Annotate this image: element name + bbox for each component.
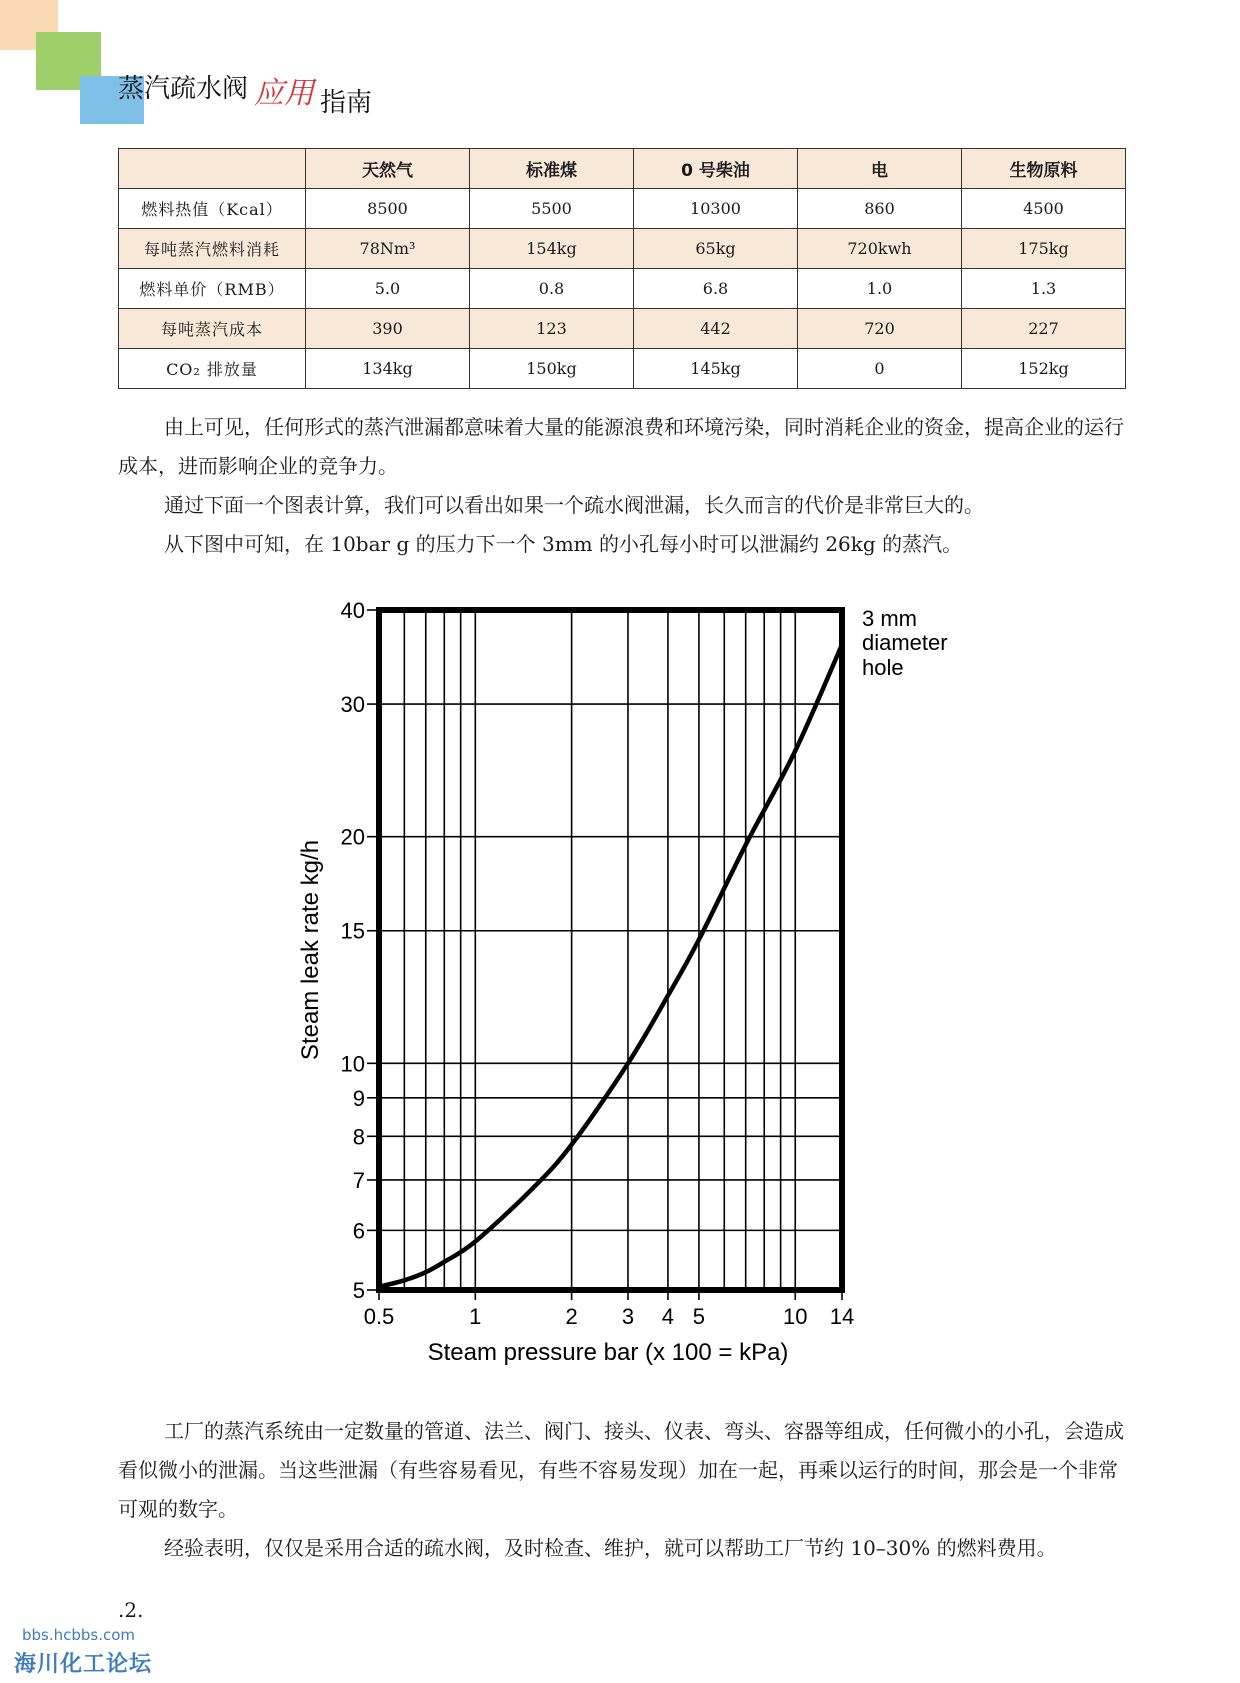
x-tick-label: 10	[783, 1304, 808, 1329]
y-tick-label: 6	[352, 1218, 365, 1244]
x-tick-label: 0.5	[363, 1304, 395, 1329]
table-cell: 154kg	[470, 229, 634, 269]
table-header-cell: 生物原料	[962, 149, 1126, 189]
y-tick-label: 15	[340, 918, 365, 944]
table-cell: 720	[798, 309, 962, 349]
chart-xlabel: Steam pressure bar (x 100 = kPa)	[427, 1339, 789, 1366]
table-cell: 150kg	[470, 349, 634, 389]
table-cell: 134kg	[306, 349, 470, 389]
x-tick-label: 4	[661, 1304, 675, 1329]
y-tick-label: 5	[352, 1278, 365, 1303]
paragraph-3: 从下图中可知，在 10bar g 的压力下一个 3mm 的小孔每小时可以泄漏约 26kg 的蒸汽。	[164, 532, 963, 556]
table-cell: 123	[470, 309, 634, 349]
table-cell: 145kg	[634, 349, 798, 389]
y-tick-label: 9	[352, 1085, 365, 1111]
table-cell: 227	[962, 309, 1126, 349]
table-cell: 8500	[306, 189, 470, 229]
x-tick-label: 5	[692, 1304, 706, 1329]
y-tick-label: 8	[352, 1124, 365, 1150]
header-title-main: 蒸汽疏水阀	[118, 74, 249, 104]
plot-frame	[379, 610, 842, 1290]
table-cell: 6.8	[634, 269, 798, 309]
x-tick-label: 2	[565, 1304, 578, 1329]
paragraph-4: 工厂的蒸汽系统由一定数量的管道、法兰、阀门、接头、仪表、弯头、容器等组成，任何微小的小孔，会造成看似微小的泄漏。当这些泄漏（有些容易看见，有些不容易发现）加在一起，再乘以运行的时间，那会是一个非常可观的数字。	[118, 1419, 1124, 1521]
table-cell: 10300	[634, 189, 798, 229]
series-label-line: diameter	[862, 630, 948, 655]
y-tick-label: 7	[352, 1167, 365, 1193]
table-cell: 65kg	[634, 229, 798, 269]
table-cell: 1.0	[798, 269, 962, 309]
table-cell: 860	[798, 189, 962, 229]
table-header-cell: 标准煤	[470, 149, 634, 189]
header-title-accent: 应用	[254, 76, 315, 111]
x-tick-label: 1	[469, 1304, 482, 1329]
paragraph-1: 由上可见，任何形式的蒸汽泄漏都意味着大量的能源浪费和环境污染，同时消耗企业的资金，提高企业的运行成本，进而影响企业的竞争力。	[118, 415, 1124, 478]
table-row-label: 燃料单价（RMB）	[119, 269, 306, 309]
table-cell: 4500	[962, 189, 1126, 229]
table-row-label: CO₂ 排放量	[119, 349, 306, 389]
table-cell: 0.8	[470, 269, 634, 309]
table-cell: 442	[634, 309, 798, 349]
table-row-label: 燃料热值（Kcal）	[119, 189, 306, 229]
table-row-label: 每吨蒸汽燃料消耗	[119, 229, 306, 269]
table-row-label: 每吨蒸汽成本	[119, 309, 306, 349]
watermark-name: 海川化工论坛	[14, 1652, 153, 1677]
table-header-cell: 天然气	[306, 149, 470, 189]
x-tick-label: 3	[621, 1304, 635, 1329]
table-cell: 78Nm³	[306, 229, 470, 269]
table-header-cell: 0 号柴油	[634, 149, 798, 189]
table-cell: 5500	[470, 189, 634, 229]
table-header-cell: 电	[798, 149, 962, 189]
series-label-line: 3 mm	[862, 606, 917, 631]
paragraph-2: 通过下面一个图表计算，我们可以看出如果一个疏水阀泄漏，长久而言的代价是非常巨大的。	[164, 493, 984, 517]
y-tick-label: 10	[340, 1051, 365, 1077]
table-cell: 390	[306, 309, 470, 349]
y-tick-label: 40	[340, 598, 365, 623]
paragraph-5: 经验表明，仅仅是采用合适的疏水阀，及时检查、维护，就可以帮助工厂节约 10–30% 的燃料费用。	[164, 1536, 1057, 1560]
table-cell: 1.3	[962, 269, 1126, 309]
x-tick-label: 14	[829, 1304, 855, 1329]
y-tick-label: 20	[340, 824, 365, 850]
table-cell: 152kg	[962, 349, 1126, 389]
series-label-line: hole	[862, 655, 904, 680]
header-title-tail: 指南	[320, 88, 373, 118]
y-tick-label: 30	[340, 692, 365, 718]
chart-ylabel: Steam leak rate kg/h	[297, 839, 324, 1061]
table-cell: 0	[798, 349, 962, 389]
table-cell: 175kg	[962, 229, 1126, 269]
watermark-url: bbs.hcbbs.com	[22, 1626, 136, 1644]
table-cell: 720kwh	[798, 229, 962, 269]
table-cell: 5.0	[306, 269, 470, 309]
chart-series-line	[379, 645, 842, 1287]
page-number: .2.	[118, 1598, 144, 1622]
